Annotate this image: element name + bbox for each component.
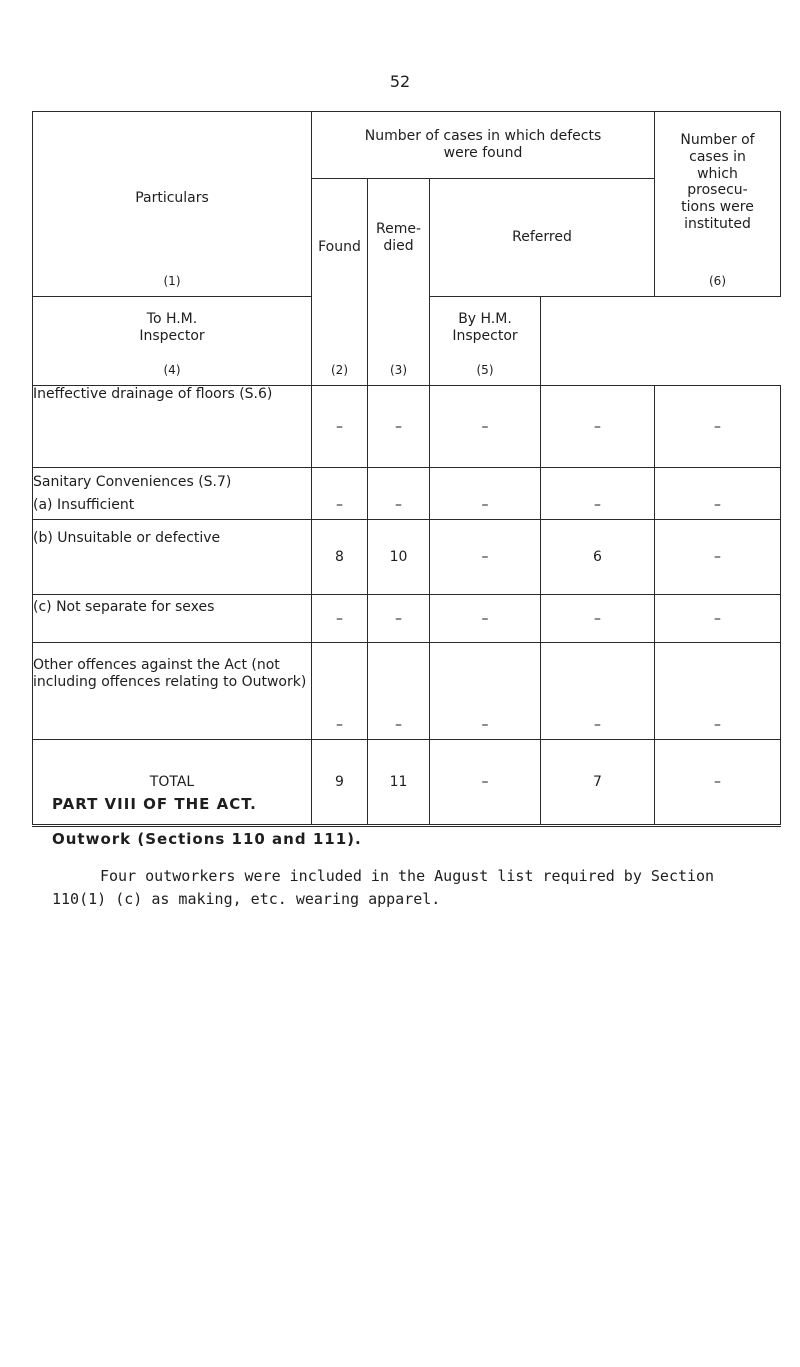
cell-found: – (312, 468, 368, 520)
header-prosecutions-number: (6) (709, 273, 726, 288)
table-row (33, 386, 781, 468)
cell-to-hm: – (430, 595, 541, 643)
total-by-hm: 7 (541, 740, 655, 826)
cell-by-hm: – (541, 643, 655, 740)
table-row (33, 643, 781, 740)
cell-found: – (312, 386, 368, 468)
cell-remedied: – (368, 595, 430, 643)
header-particulars (33, 112, 312, 297)
header-to-hm-label: To H.M. Inspector (139, 311, 205, 344)
defects-table (32, 111, 781, 827)
header-by-hm (430, 297, 541, 386)
cell-remedied: – (368, 386, 430, 468)
page-number: 52 (389, 72, 411, 91)
cell-by-hm: – (541, 386, 655, 468)
cell-to-hm: – (430, 643, 541, 740)
row-label: (c) Not separate for sexes (33, 595, 312, 643)
header-to-hm (33, 297, 312, 386)
cell-prosecutions: – (655, 520, 781, 595)
header-particulars-label: Particulars (135, 190, 209, 206)
header-prosecutions-label: Number of cases in which prosecu- tions were instituted (680, 132, 755, 232)
header-by-hm-number: (5) (476, 362, 494, 377)
outwork-paragraph: Four outworkers were included in the August list required by Section 110(1) (c) as making, etc. wearing apparel. (52, 867, 715, 908)
row-label-group (33, 468, 312, 520)
header-referred: Referred (430, 179, 655, 297)
table-row (33, 468, 781, 520)
header-prosecutions (655, 112, 781, 297)
total-to-hm: – (430, 740, 541, 826)
cell-prosecutions: – (655, 386, 781, 468)
cell-to-hm: – (430, 468, 541, 520)
cell-found: – (312, 595, 368, 643)
cell-to-hm: – (430, 386, 541, 468)
cell-found: 8 (312, 520, 368, 595)
header-by-hm-label: By H.M. Inspector (452, 311, 518, 344)
cell-found: – (312, 643, 368, 740)
table-row (33, 595, 781, 643)
section-heading: Outwork (Sections 110 and 111). (52, 830, 362, 848)
total-prosecutions: – (655, 740, 781, 826)
header-remedied-label: Reme- died (375, 221, 421, 254)
cell-prosecutions: – (655, 468, 781, 520)
header-found (312, 179, 368, 386)
total-label: TOTAL (33, 740, 312, 826)
total-found: 9 (312, 740, 368, 826)
row-label: Sanitary Conveniences (S.7) (33, 474, 232, 490)
header-to-hm-number: (4) (163, 362, 181, 377)
header-found-number: (2) (331, 362, 348, 377)
header-number-found (312, 112, 655, 179)
row-label: Other offences against the Act (not including offences relating to Outwork) (33, 643, 312, 740)
cell-to-hm: – (430, 520, 541, 595)
cell-remedied: – (368, 643, 430, 740)
table-row (33, 520, 781, 595)
cell-by-hm: 6 (541, 520, 655, 595)
row-sublabel: (a) Insufficient (33, 496, 135, 513)
header-particulars-number: (1) (163, 274, 181, 288)
cell-prosecutions: – (655, 643, 781, 740)
header-remedied (368, 179, 430, 386)
cell-remedied: – (368, 468, 430, 520)
row-label: Ineffective drainage of floors (S.6) (33, 386, 312, 468)
row-label: (b) Unsuitable or defective (33, 520, 312, 595)
total-remedied: 11 (368, 740, 430, 826)
cell-remedied: 10 (368, 520, 430, 595)
cell-prosecutions: – (655, 595, 781, 643)
header-remedied-number: (3) (390, 362, 407, 377)
part-heading: PART VIII OF THE ACT. (52, 795, 257, 813)
cell-by-hm: – (541, 468, 655, 520)
cell-by-hm: – (541, 595, 655, 643)
header-number-found-label: Number of cases in which defects were found (364, 128, 602, 161)
header-found-label: Found (318, 239, 361, 255)
